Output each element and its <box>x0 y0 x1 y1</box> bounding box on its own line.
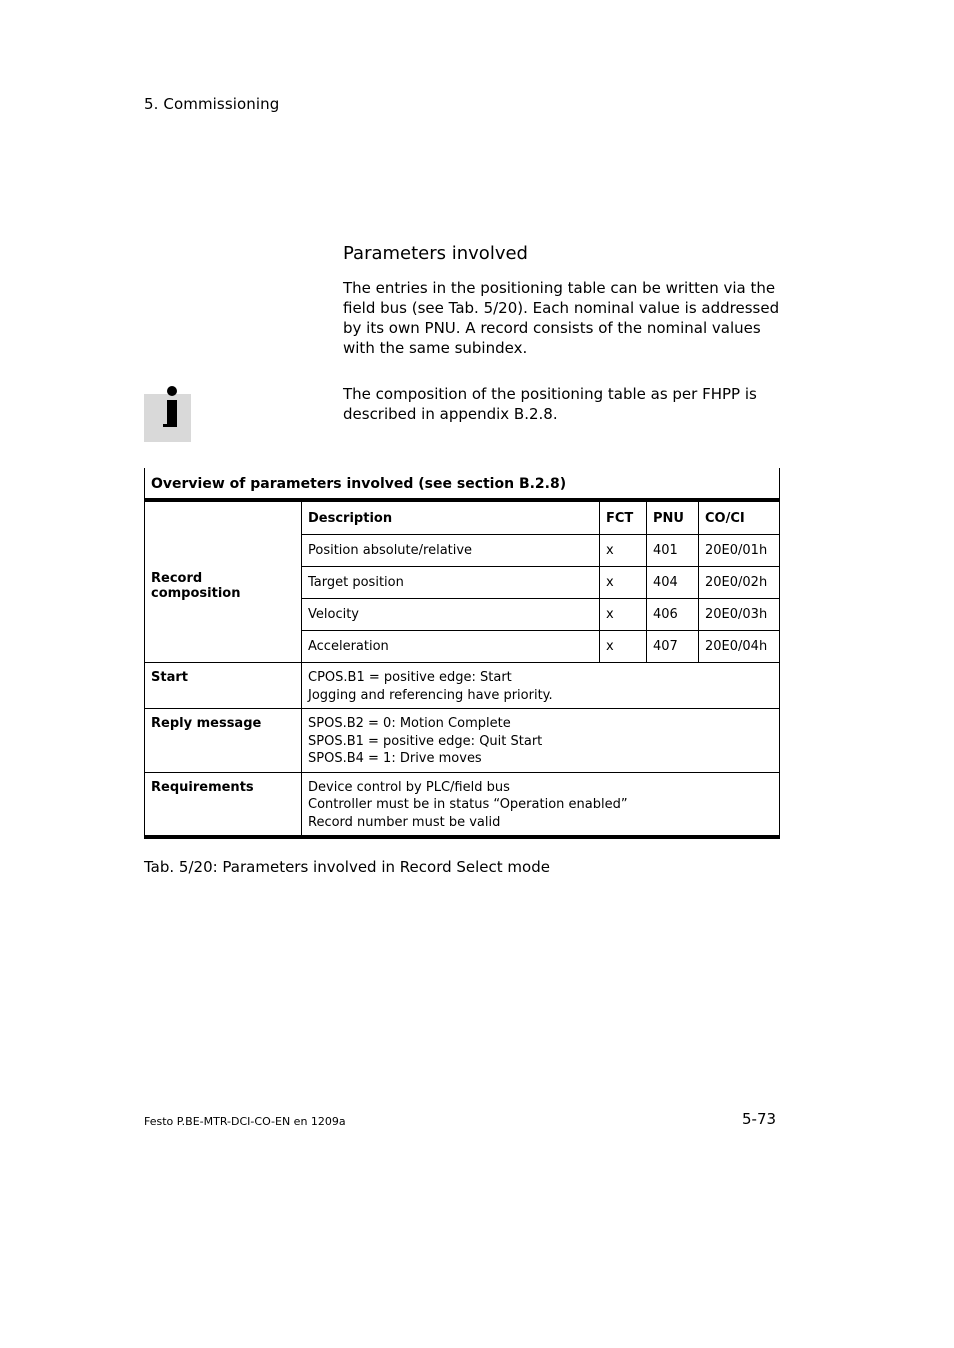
requirements-label: Requirements <box>145 772 302 837</box>
cell-coci: 20E0/04h <box>699 631 780 663</box>
reply-line: SPOS.B1 = positive edge: Quit Start <box>308 733 543 749</box>
cell-fct: x <box>600 535 647 567</box>
reply-message-content <box>302 709 780 773</box>
note-paragraph: The composition of the positioning table as per FHPP is described in appendix B.2.8. <box>343 385 757 423</box>
cell-description: Acceleration <box>302 631 600 663</box>
cell-pnu: 404 <box>647 567 699 599</box>
cell-fct: x <box>600 567 647 599</box>
cell-pnu: 401 <box>647 535 699 567</box>
start-row <box>145 663 780 709</box>
requirement-line: Device control by PLC/field bus <box>308 779 510 795</box>
start-line: Jogging and referencing have priority. <box>308 687 553 703</box>
cell-coci: 20E0/01h <box>699 535 780 567</box>
requirements-row <box>145 772 780 837</box>
table-title-row <box>145 468 780 500</box>
info-icon <box>144 394 191 442</box>
running-header: 5. Commissioning <box>144 95 280 113</box>
intro-paragraph: The entries in the positioning table can be written via the field bus (see Tab. 5/20). Each nominal value is addressed by its own PNU. A record consists of the nominal values with the same subindex. <box>343 279 780 357</box>
page-number: 5-73 <box>742 1110 777 1128</box>
table-caption: Tab. 5/20: Parameters involved in Record Select mode <box>144 858 550 876</box>
start-line: CPOS.B1 = positive edge: Start <box>308 670 512 685</box>
start-content <box>302 663 780 709</box>
parameters-table <box>144 468 780 839</box>
column-header-pnu: PNU <box>647 500 699 535</box>
requirement-line: Controller must be in status “Operation enabled” <box>308 797 628 812</box>
column-header-coci: CO/CI <box>699 500 780 535</box>
requirements-content <box>302 772 780 837</box>
cell-description: Position absolute/relative <box>302 535 600 567</box>
column-header-description: Description <box>302 500 600 535</box>
cell-pnu: 407 <box>647 631 699 663</box>
reply-line: SPOS.B4 = 1: Drive moves <box>308 751 482 766</box>
table-header-row <box>145 500 780 535</box>
cell-description: Target position <box>302 567 600 599</box>
reply-message-label: Reply message <box>145 709 302 773</box>
reply-message-row <box>145 709 780 773</box>
cell-description: Velocity <box>302 599 600 631</box>
cell-fct: x <box>600 599 647 631</box>
section-title: Parameters involved <box>343 243 528 264</box>
record-composition-label: Record composition <box>145 500 302 663</box>
cell-pnu: 406 <box>647 599 699 631</box>
requirement-line: Record number must be valid <box>308 814 501 830</box>
reply-line: SPOS.B2 = 0: Motion Complete <box>308 716 511 731</box>
column-header-fct: FCT <box>600 500 647 535</box>
cell-coci: 20E0/03h <box>699 599 780 631</box>
cell-coci: 20E0/02h <box>699 567 780 599</box>
footer-document-id: Festo P.BE-MTR-DCI-CO-EN en 1209a <box>144 1115 346 1128</box>
start-label: Start <box>145 663 302 709</box>
cell-fct: x <box>600 631 647 663</box>
table-title: Overview of parameters involved (see section B.2.8) <box>145 468 780 500</box>
